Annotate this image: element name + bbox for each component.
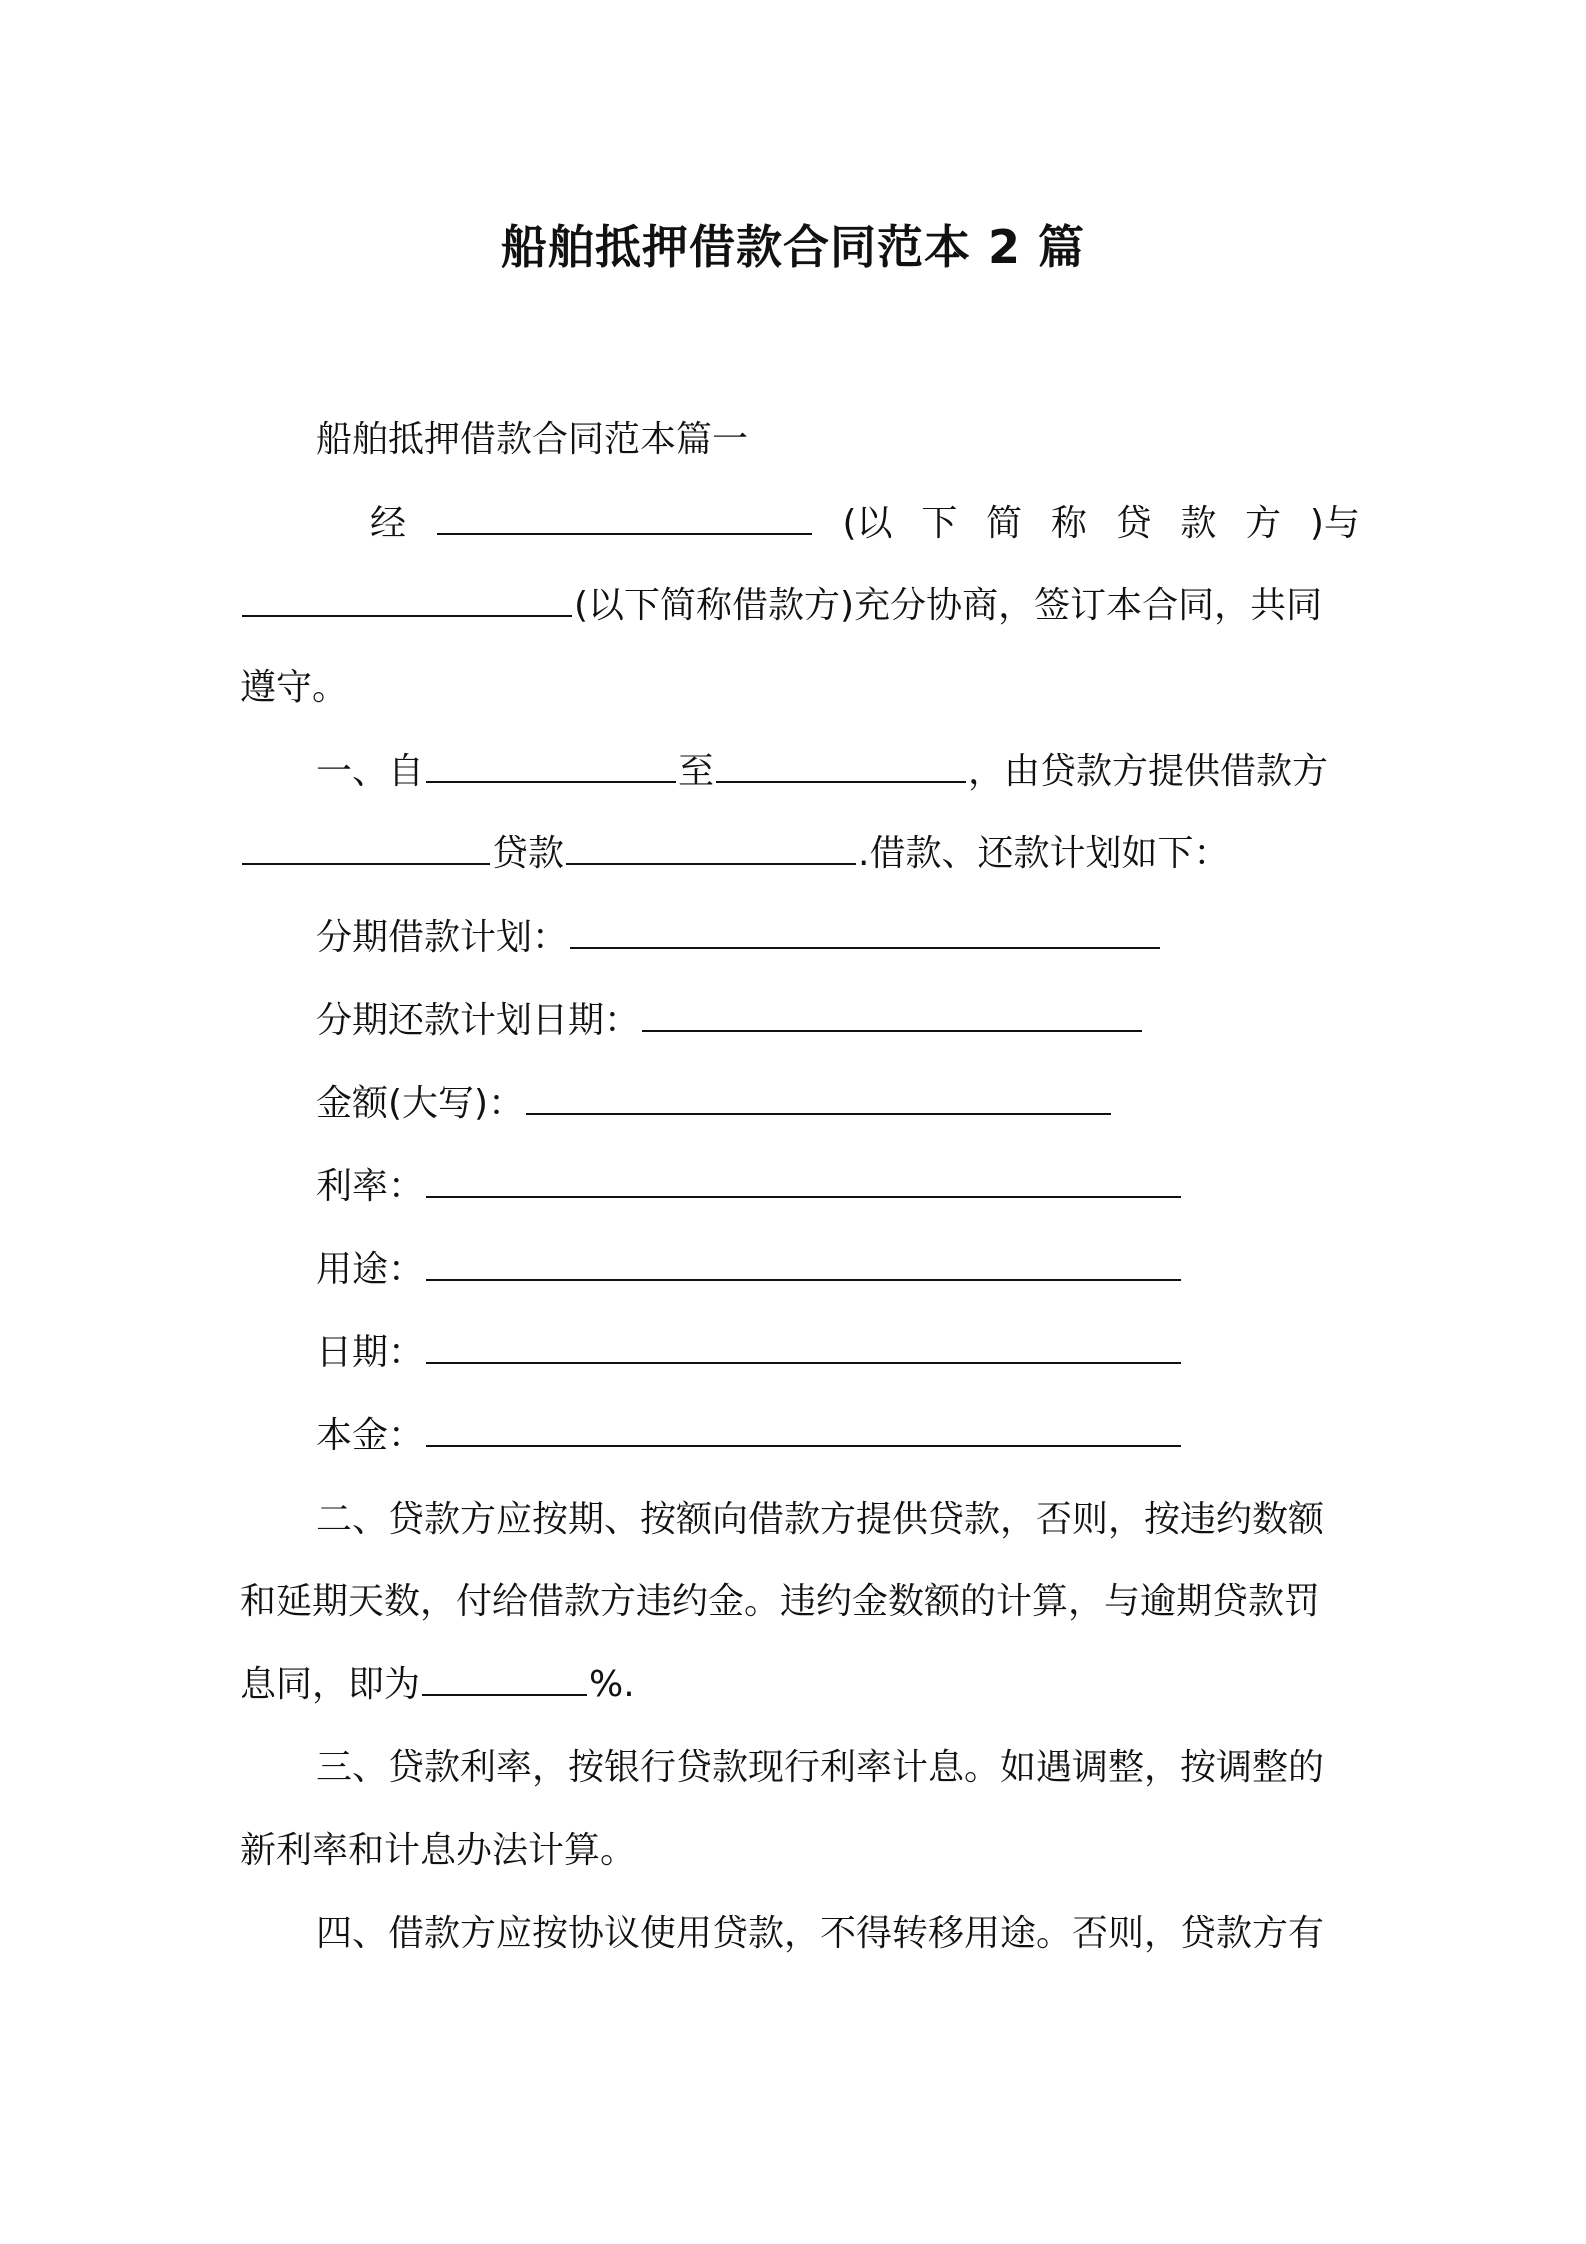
field-date — [316, 1327, 1183, 1379]
party-lender-part-7: )与 — [1309, 503, 1360, 544]
party-lender-part-0: (以 — [842, 503, 893, 544]
field-plan-repay — [316, 995, 1144, 1047]
plan-repay-blank[interactable] — [642, 996, 1142, 1032]
amount-blank[interactable] — [526, 1079, 1111, 1115]
agreement-continuation: 遵守。 — [240, 667, 349, 708]
field-purpose — [316, 1244, 1183, 1296]
clause-3-line-2: 新利率和计息办法计算。 — [240, 1830, 637, 1871]
clause-2-line-3 — [240, 1659, 635, 1711]
party-lender-start: 经 — [370, 503, 407, 544]
field-principal — [316, 1410, 1183, 1462]
field-date-label: 日期： — [316, 1332, 425, 1373]
field-plan-borrow-label: 分期借款计划： — [316, 917, 569, 958]
clause-1-middle: 至 — [678, 751, 715, 792]
start-date-blank[interactable] — [426, 747, 676, 783]
field-plan-repay-label: 分期还款计划日期： — [316, 1000, 641, 1041]
clause-1-line-1 — [316, 746, 1328, 798]
end-date-blank[interactable] — [716, 747, 966, 783]
date-blank[interactable] — [426, 1328, 1181, 1364]
document-title: 船舶抵押借款合同范本 2 篇 — [500, 220, 1086, 274]
party-borrower-text: (以下简称借款方)充分协商，签订本合同，共同 — [574, 585, 1323, 626]
field-rate — [316, 1161, 1183, 1213]
party-lender-part-6: 方 — [1245, 503, 1282, 544]
party-borrower-line — [240, 580, 1322, 632]
party-lender-part-2: 简 — [986, 503, 1023, 544]
field-purpose-label: 用途： — [316, 1249, 425, 1290]
clause-2-line-1: 二、贷款方应按期、按额向借款方提供贷款，否则，按违约数额 — [316, 1499, 1325, 1540]
clause-2-line-2: 和延期天数，付给借款方违约金。违约金数额的计算，与逾期贷款罚 — [240, 1581, 1321, 1622]
lender-name-blank[interactable] — [437, 499, 812, 535]
party-lender-part-4: 贷 — [1115, 503, 1152, 544]
clause-2-prefix: 息同，即为 — [240, 1664, 421, 1705]
field-amount-label: 金额(大写)： — [316, 1083, 525, 1124]
party-lender-part-1: 下 — [921, 503, 958, 544]
party-lender-line — [370, 498, 1360, 550]
clause-2-suffix: %. — [589, 1664, 635, 1705]
principal-blank[interactable] — [426, 1411, 1181, 1447]
plan-borrow-blank[interactable] — [570, 913, 1160, 949]
loan-type-blank[interactable] — [242, 829, 490, 865]
party-lender-part-5: 款 — [1180, 503, 1217, 544]
field-amount — [316, 1078, 1113, 1130]
borrower-name-blank[interactable] — [242, 581, 572, 617]
party-lender-part-3: 称 — [1050, 503, 1087, 544]
field-rate-label: 利率： — [316, 1166, 425, 1207]
section-heading: 船舶抵押借款合同范本篇一 — [316, 419, 749, 460]
field-principal-label: 本金： — [316, 1415, 425, 1456]
clause-4-line-1: 四、借款方应按协议使用贷款，不得转移用途。否则，贷款方有 — [316, 1913, 1325, 1954]
clause-1-suffix: ，由贷款方提供借款方 — [968, 751, 1329, 792]
loan-amount-blank[interactable] — [566, 829, 856, 865]
rate-blank[interactable] — [426, 1162, 1181, 1198]
clause-3-line-1: 三、贷款利率，按银行贷款现行利率计息。如遇调整，按调整的 — [316, 1747, 1325, 1788]
loan-label: 贷款 — [492, 833, 565, 874]
clause-1-line-2 — [240, 828, 1229, 880]
field-plan-borrow — [316, 912, 1162, 964]
penalty-rate-blank[interactable] — [422, 1660, 587, 1696]
repayment-plan-label: .借款、还款计划如下： — [858, 833, 1230, 874]
purpose-blank[interactable] — [426, 1245, 1181, 1281]
clause-1-prefix: 一、自 — [316, 751, 425, 792]
